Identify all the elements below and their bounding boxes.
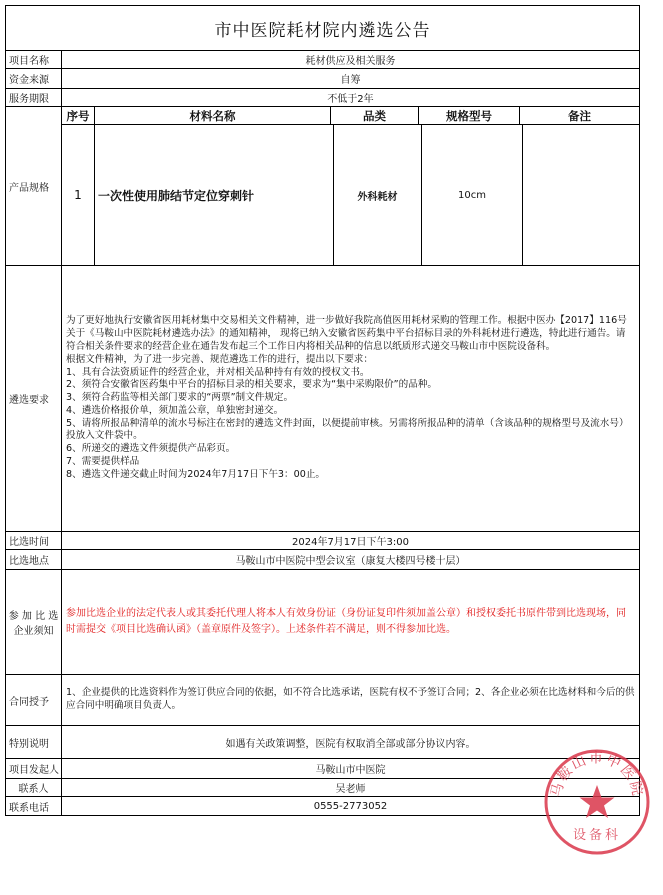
requirement-line: 4、遴选价格报价单，须加盖公章，单独密封递交。	[66, 404, 284, 416]
row-label: 项目发起人	[6, 759, 62, 778]
official-seal	[542, 747, 652, 857]
row-value: 2024年7月17日下午3:00	[292, 537, 409, 548]
row-value: 耗材供应及相关服务	[305, 56, 396, 67]
header-cell: 品类	[331, 107, 419, 124]
notice-row	[5, 570, 640, 675]
svg-text:设备科: 设备科	[572, 828, 622, 843]
requirement-line: 7、需要提供样品	[66, 456, 140, 468]
requirements-text	[62, 266, 639, 531]
header-cell: 规格型号	[419, 107, 520, 124]
compare-time-row	[5, 532, 640, 550]
row-value: 自筹	[340, 75, 361, 86]
requirement-line: 5、请将所报品种清单的流水号标注在密封的遴选文件封面，以便提前审核。另需将所报品种的清单（含该品种的规格型号及流水号）投放入文件袋中。	[66, 417, 629, 442]
row-label: 比选时间	[6, 532, 62, 549]
row-value: 吴老师	[335, 784, 366, 795]
row-value: 0555-2773052	[313, 800, 388, 812]
cell-name: 一次性使用肺结节定位穿刺针	[95, 125, 334, 265]
announcement-sheet	[5, 5, 640, 816]
notice-text: 参加比选企业的法定代表人或其委托代理人将本人有效身份证（身份证复印件须加盖公章）和授权委托书原件带到比选现场，同时需提交《项目比选确认函》（盖章原件及签字）。上述条件若不满足，则不得参加比选。	[66, 608, 626, 635]
row-label: 特别说明	[6, 726, 62, 758]
requirement-line: 为了更好地执行安徽省医用耗材集中交易相关文件精神，进一步做好我院高值医用耗材采购的管理工作。根据中医办【2017】116号关于《马鞍山中医院耗材遴选办法》的通知精神， 现将已纳入安徽省医药集中平台招标目录的外科耗材进行遴选，特此进行通告。请符合相关条件要求的经营企业在通告发布起三个工作日内将相关品种的信息以纸质形式递交马鞍山市中医院设备科。	[66, 315, 627, 352]
cell-note	[523, 125, 639, 265]
row-value: 马鞍山市中医院	[315, 765, 386, 776]
row-label: 项目名称	[6, 51, 62, 68]
row-label: 服务期限	[6, 89, 62, 106]
requirement-line: 3、须符合药监等相关部门要求的“两票”制文件规定。	[66, 392, 294, 404]
page-title: 市中医院耗材院内遴选公告	[5, 5, 640, 51]
product-spec-row	[5, 107, 640, 266]
requirements-row	[5, 266, 640, 532]
cell-no: 1	[62, 125, 95, 265]
requirement-line: 6、所递交的遴选文件须提供产品彩页。	[66, 443, 236, 455]
contract-row	[5, 675, 640, 726]
svg-text:马鞍山市中医院: 马鞍山市中医院	[548, 750, 646, 799]
project-name-row	[5, 51, 640, 69]
header-cell: 备注	[568, 108, 591, 123]
requirement-line: 8、遴选文件递交截止时间为2024年7月17日下午3：00止。	[66, 468, 326, 480]
row-label: 联系人	[6, 779, 62, 796]
requirement-line: 2、须符合安徽省医药集中平台的招标目录的相关要求，要求为“集中采购限价”的品种。	[66, 379, 438, 391]
row-label: 资金来源	[6, 69, 62, 88]
compare-place-row	[5, 550, 640, 570]
header-cell: 材料名称	[95, 107, 331, 124]
row-label: 比选地点	[6, 550, 62, 569]
row-value: 如遇有关政策调整，医院有权取消全部或部分协议内容。	[225, 738, 476, 750]
cell-spec: 10cm	[422, 125, 523, 265]
product-table-header	[62, 107, 639, 125]
cell-category: 外科耗材	[334, 125, 422, 265]
contract-text: 1、企业提供的比选资料作为签订供应合同的依据，如不符合比选承诺，医院有权不予签订合同；2、各企业必须在比选材料和今后的供应合同中明确项目负责人。	[66, 687, 635, 711]
row-label: 遴选要求	[6, 266, 62, 531]
row-label: 产品规格	[6, 107, 62, 265]
requirement-line: 根据文件精神，为了进一步完善、规范遴选工作的进行，提出以下要求：	[66, 353, 373, 365]
row-value: 马鞍山市中医院中型会议室（康复大楼四号楼十层）	[235, 556, 466, 567]
row-value: 不低于2年	[327, 94, 374, 105]
row-label: 参 加 比 选企业须知	[6, 570, 62, 674]
service-period-row	[5, 89, 640, 107]
header-cell: 序号	[62, 107, 95, 124]
product-table	[62, 107, 639, 265]
requirement-line: 1、具有合法资质证件的经营企业，并对相关品种持有有效的授权文书。	[66, 366, 370, 378]
row-label: 合同授予	[6, 675, 62, 725]
fund-source-row	[5, 69, 640, 89]
table-row	[62, 125, 639, 265]
row-label: 联系电话	[6, 797, 62, 815]
